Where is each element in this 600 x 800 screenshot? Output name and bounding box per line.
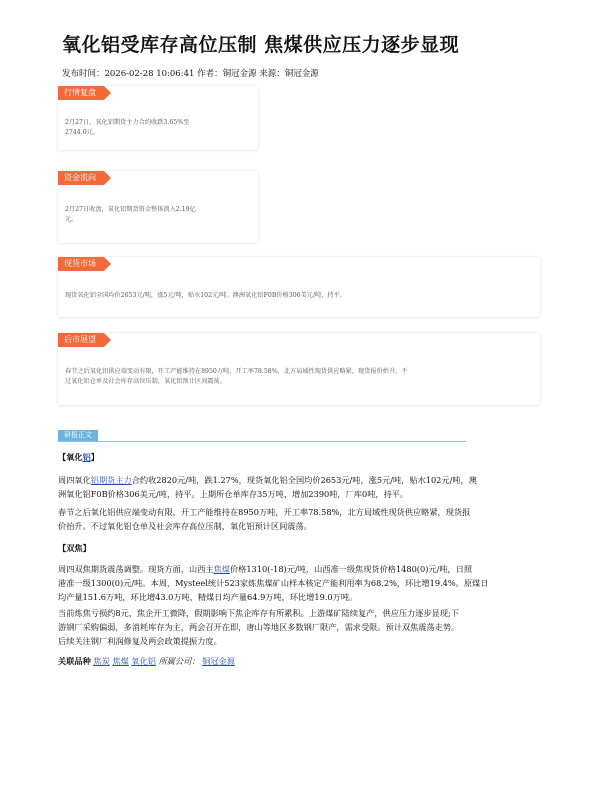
company-link[interactable]: 铜冠金源: [202, 656, 235, 666]
funds-text-line1: 2月27日收盘，氧化铝期货资金整体流入2.19亿: [65, 206, 196, 213]
review-text-line2: 2744.0元。: [65, 129, 100, 136]
alumina-paragraph-2: [58, 505, 538, 533]
article-meta: 发布时间：2026-02-28 10:06:41 作者：铜冠金源 来源：铜冠金源: [62, 69, 319, 79]
alumina-p1-line2: 洲氧化铝F0B价格306美元/吨，持平。上期所仓单库存35万吨，增加2390吨，厂库0吨，持平。: [58, 489, 409, 499]
coke-p2-line3: 后续关注钢厂利润修复及两会政策提振力度。: [58, 636, 222, 646]
outlook-text-line1: 春节之后氧化铝供应端变动有限，开工产能维持在8950万吨，开工率78.58%，北方局域性现货供应略紧，现货报价抬升。不: [65, 368, 408, 375]
funds-tag: 资金流向: [58, 171, 104, 185]
coking-coal-link[interactable]: 焦煤: [213, 564, 230, 574]
alumina-p1-rest: 合约收2820元/吨，跌1.27%，现货氧化铝全国均价2653元/吨，涨5元/吨，贴水102元/吨，澳: [131, 475, 477, 485]
report-section-header: [58, 430, 466, 442]
outlook-card: [58, 333, 540, 405]
outlook-text-line2: 过氧化铝仓单及社会库存高位压制，氧化铝预计区间震荡。: [65, 378, 226, 385]
related-row: [58, 654, 538, 668]
alumina-paragraph-1: [58, 473, 538, 501]
funds-card: [58, 171, 258, 243]
alumina-heading-link[interactable]: 铝: [82, 452, 91, 462]
alumina-futures-link[interactable]: 铝期货主力: [90, 475, 132, 485]
report-section-label: 研报正文: [58, 430, 98, 441]
coke-paragraph-1: [58, 562, 538, 604]
related-item-coking-coal[interactable]: 焦煤: [112, 656, 129, 666]
article-title: 氧化铝受库存高位压制 焦煤供应压力逐步显现: [62, 34, 460, 56]
alumina-p2-line2: 价抬升。不过氧化铝仓单及社会库存高位压制，氧化铝预计区间震荡。: [58, 521, 312, 531]
coke-p2-line1: 当前炼焦亏损约8元，焦企开工微降，假期影响下焦企库存有所累积。上游煤矿陆续复产，供应压力逐步显现;下: [58, 608, 459, 618]
coke-p1-post: 价格1310(-18)元/吨，山西准一级焦现货价格1480(0)元/吨，日照: [229, 564, 473, 574]
review-tag: 行情复盘: [58, 86, 104, 100]
alumina-heading-post: 】: [90, 452, 99, 462]
company-label: 所属公司：: [158, 656, 200, 666]
spot-tag: 现货市场: [58, 257, 104, 271]
alumina-heading-pre: 【氧化: [58, 452, 83, 462]
coke-p2-line2: 游钢厂采购偏弱，多消耗库存为主，两会召开在即，唐山等地区多数钢厂限产，需求受限。预计双焦震荡走势。: [58, 622, 460, 632]
coke-p1-line2: 港准一级1300(0)元/吨。本周，Mysteel统计523家炼焦煤矿山样本核定产能利用率为68.2%，环比增19.4%。原煤日: [58, 578, 489, 588]
review-text-line1: 2月27日，氧化铝期货主力合约收跌3.65%至: [65, 119, 190, 126]
related-item-coke[interactable]: 焦炭: [93, 656, 110, 666]
outlook-tag: 后市展望: [58, 333, 104, 347]
related-item-alumina[interactable]: 氧化铝: [131, 656, 156, 666]
coke-p1-pre: 周四双焦期货震荡调整。现货方面，山西主: [58, 564, 214, 574]
alumina-heading: [58, 450, 538, 464]
coke-paragraph-2: [58, 606, 538, 648]
related-label: 关联品种: [58, 656, 91, 666]
spot-text: 现货氧化铝全国均价2653元/吨，涨5元/吨，贴水102元/吨。澳洲氧化铝F0B价格306美元/吨，持平。: [65, 292, 346, 299]
coke-heading: 【双焦】: [58, 543, 91, 553]
alumina-p2-line1: 春节之后氧化铝供应端变动有限，开工产能维持在8950万吨，开工率78.58%，北方局域性现货供应略紧，现货报: [58, 507, 471, 517]
spot-card: [58, 257, 540, 317]
coke-p1-line3: 均产量151.6万吨，环比增43.0万吨，精煤日均产量64.9万吨，环比增19.0万吨。: [58, 592, 358, 602]
review-card: [58, 86, 258, 150]
alumina-p1-pre: 周四氧化: [58, 475, 91, 485]
funds-text-line2: 元。: [65, 216, 78, 223]
